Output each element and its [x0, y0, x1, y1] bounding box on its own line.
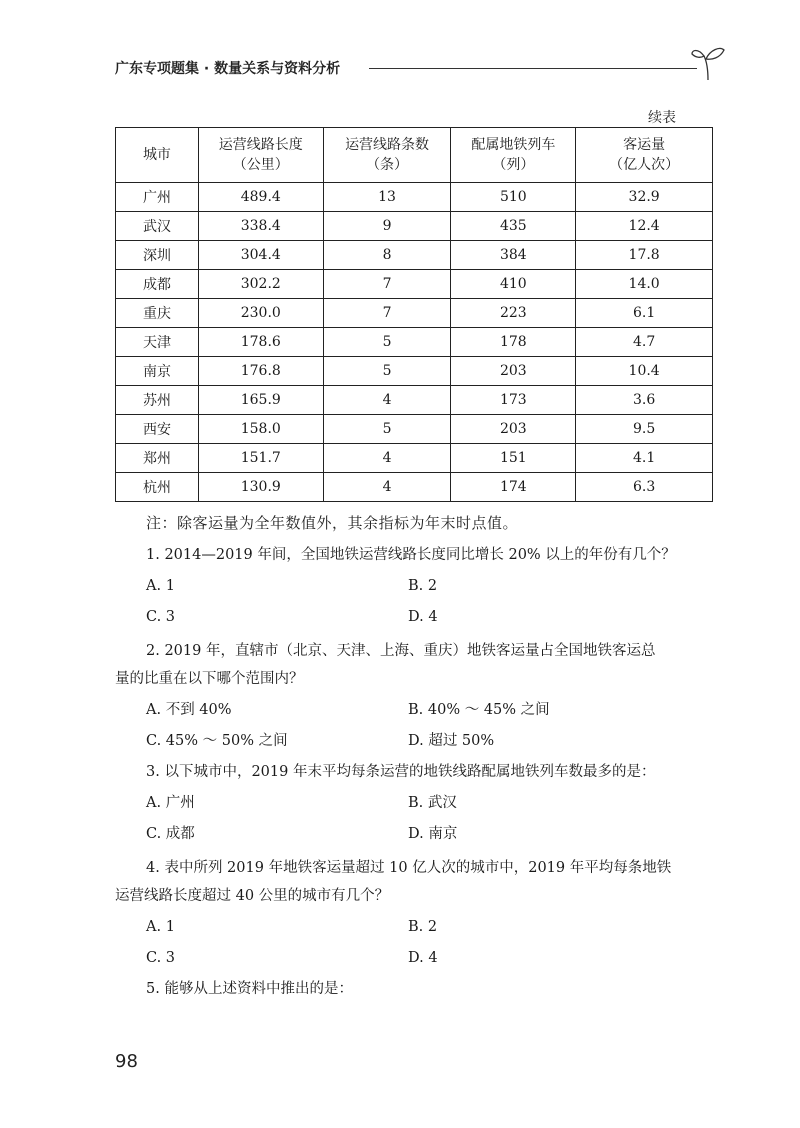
value-cell: 17.8: [576, 241, 713, 270]
value-cell: 174: [451, 473, 576, 502]
page-header: [115, 56, 715, 86]
value-cell: 5: [323, 328, 451, 357]
city-cell: 天津: [116, 328, 199, 357]
question-text: [115, 854, 713, 910]
value-cell: 10.4: [576, 357, 713, 386]
option-b: B. 2: [408, 578, 438, 594]
table-row: [116, 357, 713, 386]
value-cell: 7: [323, 299, 451, 328]
value-cell: 178.6: [198, 328, 323, 357]
value-cell: 6.1: [576, 299, 713, 328]
question-block: [115, 854, 713, 978]
value-cell: 9: [323, 212, 451, 241]
column-header-unit: （公里）: [232, 157, 289, 173]
city-cell: 深圳: [116, 241, 199, 270]
value-cell: 178: [451, 328, 576, 357]
column-header: [116, 128, 199, 183]
option-grid: [115, 575, 713, 637]
option-d: D. 超过 50%: [408, 733, 495, 749]
value-cell: 9.5: [576, 415, 713, 444]
city-cell: 南京: [116, 357, 199, 386]
value-cell: 410: [451, 270, 576, 299]
column-header-title: 配属地铁列车: [471, 137, 556, 153]
page-number: 98: [115, 1051, 138, 1072]
table-row: [116, 415, 713, 444]
city-cell: 郑州: [116, 444, 199, 473]
column-header: [323, 128, 451, 183]
value-cell: 13: [323, 183, 451, 212]
question-list: [115, 544, 713, 1009]
question-line-1: 2. 2019 年，直辖市（北京、天津、上海、重庆）地铁客运量占全国地铁客运总: [146, 643, 656, 659]
option-b: B. 武汉: [408, 795, 457, 811]
value-cell: 304.4: [198, 241, 323, 270]
value-cell: 4: [323, 473, 451, 502]
value-cell: 8: [323, 241, 451, 270]
value-cell: 3.6: [576, 386, 713, 415]
table-row: [116, 270, 713, 299]
value-cell: 230.0: [198, 299, 323, 328]
option-c: C. 3: [146, 950, 176, 966]
city-cell: 武汉: [116, 212, 199, 241]
city-cell: 杭州: [116, 473, 199, 502]
value-cell: 203: [451, 415, 576, 444]
city-cell: 西安: [116, 415, 199, 444]
option-b: B. 2: [408, 919, 438, 935]
question-text: 3. 以下城市中，2019 年末平均每条运营的地铁线路配属地铁列车数最多的是：: [146, 764, 656, 780]
value-cell: 4.1: [576, 444, 713, 473]
table-row: [116, 473, 713, 502]
question-line-1: 4. 表中所列 2019 年地铁客运量超过 10 亿人次的城市中，2019 年平均每条地铁: [146, 860, 672, 876]
option-a: A. 广州: [146, 795, 195, 811]
value-cell: 173: [451, 386, 576, 415]
value-cell: 6.3: [576, 473, 713, 502]
header-title: 广东专项题集 · 数量关系与资料分析: [115, 61, 341, 77]
column-header: [198, 128, 323, 183]
column-header-title: 客运量: [623, 137, 666, 153]
value-cell: 151.7: [198, 444, 323, 473]
value-cell: 223: [451, 299, 576, 328]
option-c: C. 3: [146, 609, 176, 625]
value-cell: 203: [451, 357, 576, 386]
question-block: [115, 978, 713, 1000]
table-header-row: [116, 128, 713, 183]
table-row: [116, 183, 713, 212]
city-cell: 广州: [116, 183, 199, 212]
option-b: B. 40% ～ 45% 之间: [408, 702, 550, 718]
column-header: [451, 128, 576, 183]
option-c: C. 45% ～ 50% 之间: [146, 733, 288, 749]
option-grid: [115, 792, 713, 854]
column-header-title: 运营线路条数: [345, 137, 430, 153]
column-header-unit: （条）: [366, 157, 409, 173]
city-cell: 成都: [116, 270, 199, 299]
option-d: D. 南京: [408, 826, 458, 842]
option-grid: [115, 916, 713, 978]
value-cell: 176.8: [198, 357, 323, 386]
value-cell: 510: [451, 183, 576, 212]
table-row: [116, 328, 713, 357]
table-row: [116, 444, 713, 473]
question-line-2: 运营线路长度超过 40 公里的城市有几个？: [115, 888, 390, 904]
continued-table-label: 续表: [648, 110, 676, 126]
header-rule: [369, 68, 697, 69]
value-cell: 158.0: [198, 415, 323, 444]
table-row: [116, 212, 713, 241]
table-row: [116, 386, 713, 415]
question-block: [115, 761, 713, 854]
value-cell: 165.9: [198, 386, 323, 415]
column-header: [576, 128, 713, 183]
question-line-2: 量的比重在以下哪个范围内？: [115, 671, 304, 687]
question-block: [115, 544, 713, 637]
option-d: D. 4: [408, 609, 438, 625]
option-a: A. 1: [146, 919, 175, 935]
option-c: C. 成都: [146, 826, 195, 842]
metro-data-table: [115, 127, 713, 502]
city-cell: 苏州: [116, 386, 199, 415]
column-header-unit: （亿人次）: [609, 157, 680, 173]
option-grid: [115, 699, 713, 761]
question-text: 1. 2014—2019 年间，全国地铁运营线路长度同比增长 20% 以上的年份有几个？: [146, 547, 676, 563]
value-cell: 130.9: [198, 473, 323, 502]
value-cell: 5: [323, 357, 451, 386]
value-cell: 151: [451, 444, 576, 473]
table-note: 注：除客运量为全年数值外，其余指标为年末时点值。: [146, 514, 519, 532]
value-cell: 14.0: [576, 270, 713, 299]
value-cell: 4: [323, 444, 451, 473]
table-row: [116, 299, 713, 328]
value-cell: 338.4: [198, 212, 323, 241]
column-header-title: 运营线路长度: [218, 137, 303, 153]
column-header-unit: （列）: [492, 157, 535, 173]
value-cell: 5: [323, 415, 451, 444]
value-cell: 384: [451, 241, 576, 270]
option-a: A. 不到 40%: [146, 702, 232, 718]
table-row: [116, 241, 713, 270]
question-text: 5. 能够从上述资料中推出的是：: [146, 981, 353, 997]
city-cell: 重庆: [116, 299, 199, 328]
value-cell: 435: [451, 212, 576, 241]
table-body: [116, 183, 713, 502]
value-cell: 489.4: [198, 183, 323, 212]
option-a: A. 1: [146, 578, 175, 594]
value-cell: 4.7: [576, 328, 713, 357]
value-cell: 12.4: [576, 212, 713, 241]
value-cell: 4: [323, 386, 451, 415]
value-cell: 302.2: [198, 270, 323, 299]
option-d: D. 4: [408, 950, 438, 966]
value-cell: 7: [323, 270, 451, 299]
column-header-title: 城市: [142, 147, 171, 163]
sprout-icon: [690, 42, 726, 82]
question-block: [115, 637, 713, 761]
value-cell: 32.9: [576, 183, 713, 212]
question-text: [115, 637, 713, 693]
